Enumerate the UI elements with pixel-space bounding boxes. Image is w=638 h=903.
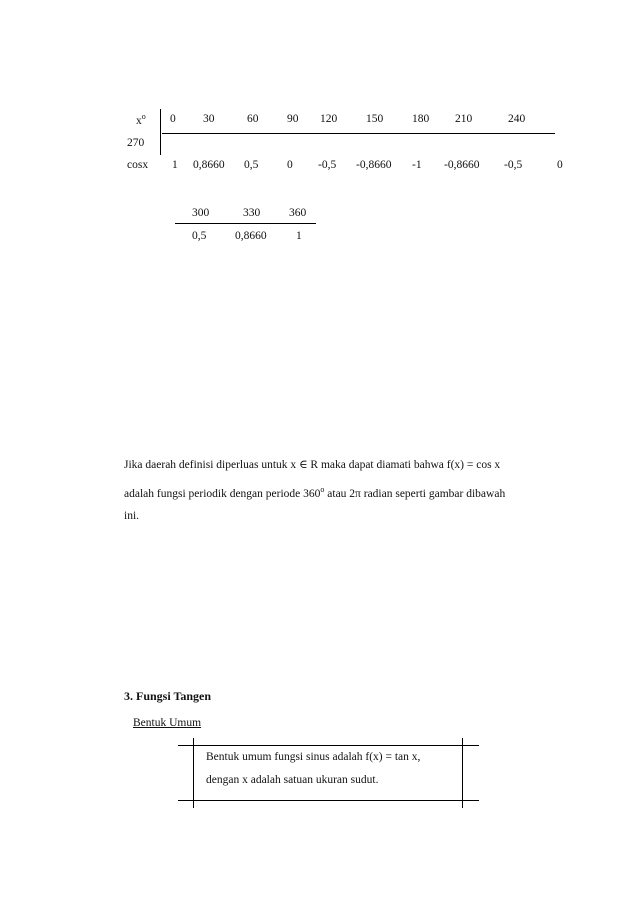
table-cos-value: 0,5: [192, 230, 207, 242]
paragraph-line: ini.: [124, 510, 140, 522]
table-x-value: 120: [320, 113, 338, 125]
table-cos-value: -1: [412, 159, 422, 171]
table-cos-value: 1: [296, 230, 302, 242]
table-divider-horizontal: [162, 133, 555, 134]
table-cos-value: 0,8660: [193, 159, 225, 171]
table-cos-value: 0,5: [244, 159, 259, 171]
table-x-value: 180: [412, 113, 430, 125]
table-x-value: 0: [170, 113, 176, 125]
table-x-value: 30: [203, 113, 215, 125]
box-text-line: Bentuk umum fungsi sinus adalah f(x) = tan x,: [206, 751, 421, 763]
table-x-value: 300: [192, 207, 210, 219]
box-left-border: [193, 738, 194, 808]
box-text-line: dengan x adalah satuan ukuran sudut.: [206, 774, 379, 786]
table-x-value: 360: [289, 207, 307, 219]
box-right-border: [462, 738, 463, 808]
table-x-value: 90: [287, 113, 299, 125]
section-heading: 3. Fungsi Tangen: [124, 689, 212, 703]
table-cos-value: -0,8660: [356, 159, 392, 171]
table-x-value: 60: [247, 113, 259, 125]
table-row-cos-label: cosx: [127, 159, 149, 171]
paragraph-line: Jika daerah definisi diperluas untuk x ∈ R maka dapat diamati bahwa f(x) = cos x: [124, 459, 501, 471]
paragraph-line: adalah fungsi periodik dengan periode 360$^o$ atau 2π radian seperti gambar dibawah: [124, 485, 506, 500]
table-cos-value: 1: [172, 159, 178, 171]
table-continuation-divider: [175, 223, 316, 224]
table-divider-vertical: [160, 109, 161, 155]
table-x-value-wrapped: 270: [127, 137, 145, 149]
table-cos-value: 0: [287, 159, 293, 171]
table-cos-value: -0,8660: [444, 159, 480, 171]
table-cos-value: 0,8660: [235, 230, 267, 242]
table-x-value: 330: [243, 207, 261, 219]
table-cos-value: -0,5: [318, 159, 337, 171]
table-x-value: 240: [508, 113, 526, 125]
table-cos-value: -0,5: [504, 159, 523, 171]
table-cos-value: 0: [557, 159, 563, 171]
table-row-x-label: $x^o$: [136, 112, 146, 127]
section-subheading: Bentuk Umum: [133, 717, 202, 729]
table-x-value: 150: [366, 113, 384, 125]
box-top-border: [178, 745, 479, 746]
box-bottom-border: [178, 800, 479, 801]
table-x-value: 210: [455, 113, 473, 125]
